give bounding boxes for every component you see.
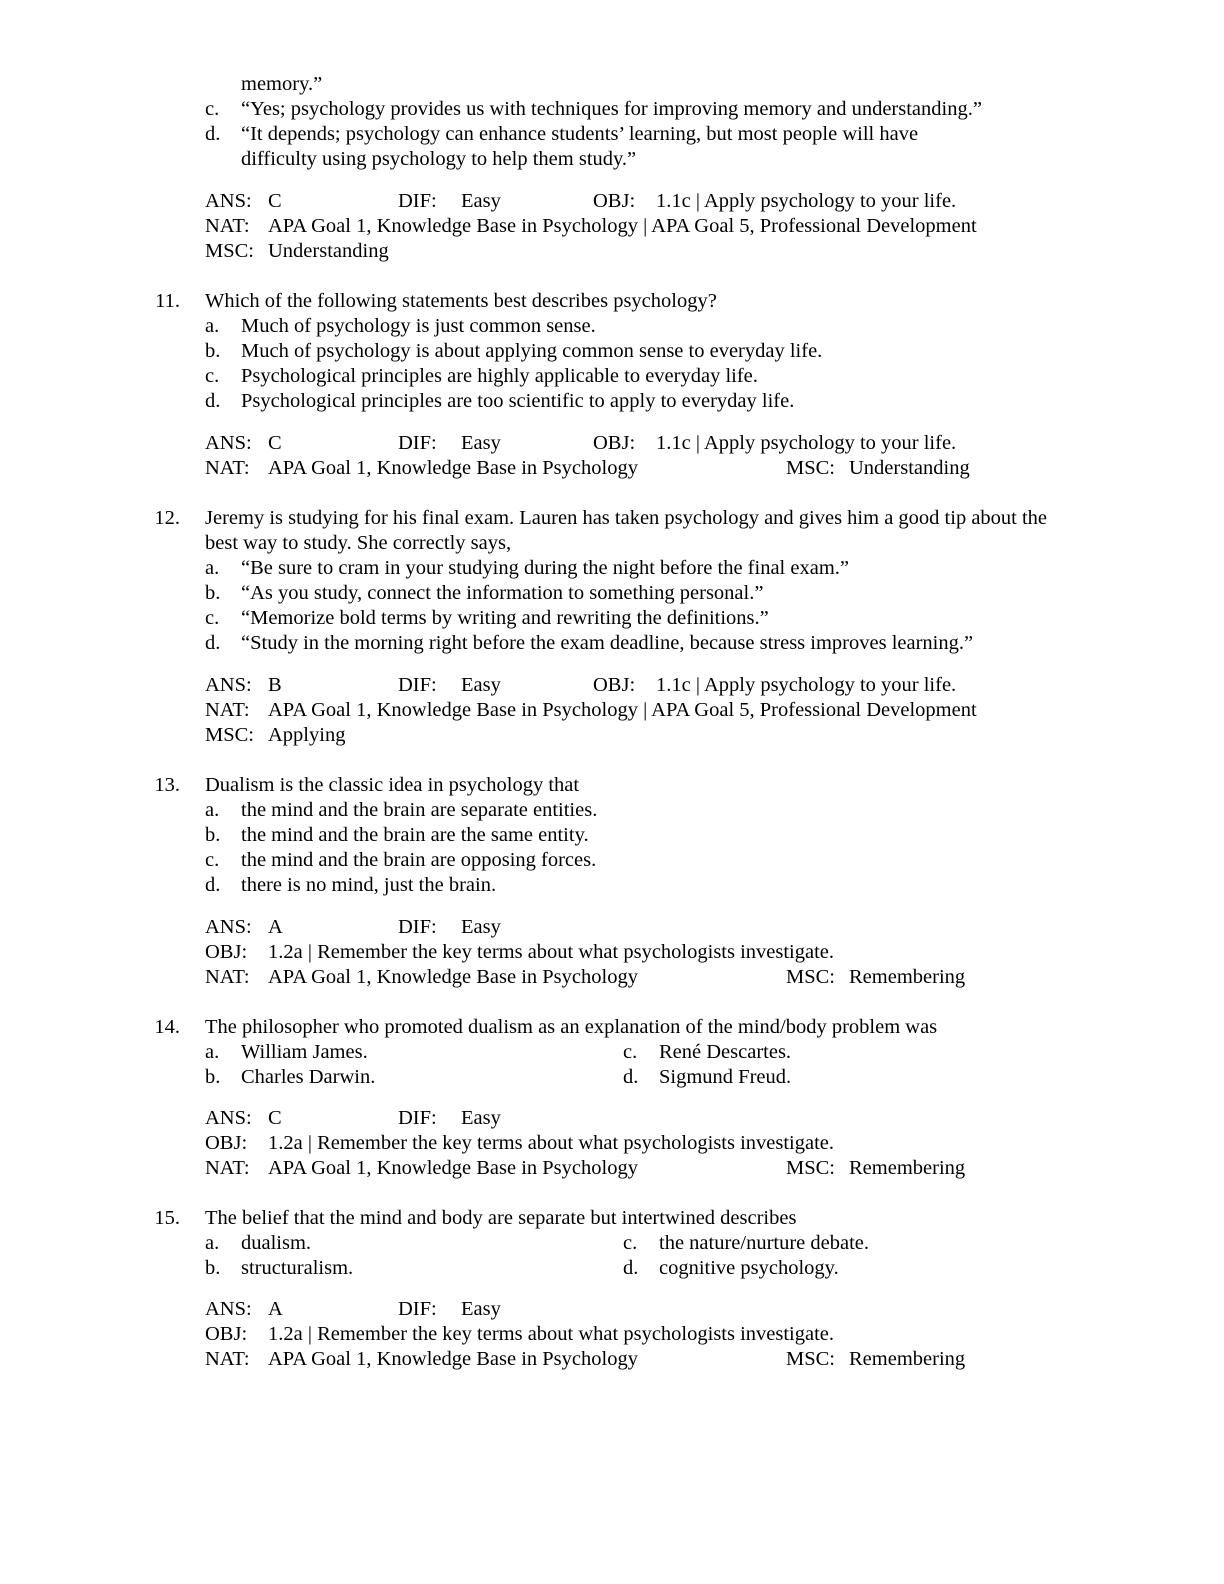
ans-value: C <box>268 432 282 454</box>
ans-value: B <box>268 674 282 696</box>
msc-label: MSC: <box>786 1157 835 1179</box>
obj-label: OBJ: <box>593 432 636 454</box>
option-text: dualism. <box>241 1232 312 1254</box>
nat-value: APA Goal 1, Knowledge Base in Psychology | APA Goal 5, Professional Development <box>268 215 977 237</box>
nat-value: APA Goal 1, Knowledge Base in Psychology <box>268 966 638 988</box>
ans-label: ANS: <box>205 916 252 938</box>
option-letter: c. <box>205 365 220 387</box>
nat-label: NAT: <box>205 966 250 988</box>
nat-label: NAT: <box>205 457 250 479</box>
option-letter: c. <box>205 607 220 629</box>
msc-value: Applying <box>268 724 346 746</box>
nat-label: NAT: <box>205 215 250 237</box>
option-text: the mind and the brain are opposing forces. <box>241 849 597 871</box>
option-text: “It depends; psychology can enhance students’ learning, but most people will have <box>241 123 919 145</box>
question-number: 13. <box>154 774 180 796</box>
option-letter: b. <box>205 824 221 846</box>
dif-label: DIF: <box>398 432 437 454</box>
dif-value: Easy <box>461 432 501 454</box>
option-letter: b. <box>205 1257 221 1279</box>
msc-value: Remembering <box>849 1348 966 1370</box>
nat-value: APA Goal 1, Knowledge Base in Psychology <box>268 457 638 479</box>
dif-label: DIF: <box>398 190 437 212</box>
ans-label: ANS: <box>205 1107 252 1129</box>
msc-value: Remembering <box>849 1157 966 1179</box>
ans-value: C <box>268 190 282 212</box>
option-text: the mind and the brain are the same entity. <box>241 824 589 846</box>
ans-value: A <box>268 916 283 938</box>
option-text: “As you study, connect the information to something personal.” <box>241 582 764 604</box>
question-number: 14. <box>154 1016 180 1038</box>
dif-value: Easy <box>461 190 501 212</box>
option-letter: c. <box>205 98 220 120</box>
dif-value: Easy <box>461 916 501 938</box>
option-text: “Memorize bold terms by writing and rewriting the definitions.” <box>241 607 769 629</box>
nat-label: NAT: <box>205 699 250 721</box>
question-stem: The philosopher who promoted dualism as an explanation of the mind/body problem was <box>205 1016 938 1038</box>
option-text: cognitive psychology. <box>659 1257 839 1279</box>
obj-value: 1.1c | Apply psychology to your life. <box>656 674 957 696</box>
option-letter: c. <box>623 1041 638 1063</box>
obj-label: OBJ: <box>593 190 636 212</box>
option-text: the nature/nurture debate. <box>659 1232 870 1254</box>
question-stem: Dualism is the classic idea in psychology that <box>205 774 580 796</box>
msc-label: MSC: <box>786 457 835 479</box>
obj-value: 1.1c | Apply psychology to your life. <box>656 432 957 454</box>
option-letter: b. <box>205 1066 221 1088</box>
option-letter: d. <box>205 123 221 145</box>
obj-label: OBJ: <box>593 674 636 696</box>
option-text: there is no mind, just the brain. <box>241 874 497 896</box>
msc-label: MSC: <box>205 724 254 746</box>
option-text: Much of psychology is just common sense. <box>241 315 596 337</box>
obj-value: 1.2a | Remember the key terms about what psychologists investigate. <box>268 1132 835 1154</box>
msc-value: Understanding <box>268 240 389 262</box>
nat-label: NAT: <box>205 1157 250 1179</box>
dif-value: Easy <box>461 674 501 696</box>
option-text: “Yes; psychology provides us with techniques for improving memory and understanding.” <box>241 98 982 120</box>
option-text-continued: difficulty using psychology to help them study.” <box>241 148 637 170</box>
question-stem: The belief that the mind and body are separate but intertwined describes <box>205 1207 797 1229</box>
option-letter: a. <box>205 557 220 579</box>
msc-value: Understanding <box>849 457 970 479</box>
option-text: René Descartes. <box>659 1041 792 1063</box>
ans-label: ANS: <box>205 674 252 696</box>
option-text: William James. <box>241 1041 368 1063</box>
question-number: 11. <box>155 290 180 312</box>
option-letter: a. <box>205 1232 220 1254</box>
option-letter: b. <box>205 340 221 362</box>
option-letter: d. <box>205 632 221 654</box>
dif-value: Easy <box>461 1298 501 1320</box>
ans-value: A <box>268 1298 283 1320</box>
dif-value: Easy <box>461 1107 501 1129</box>
msc-label: MSC: <box>786 966 835 988</box>
option-letter: a. <box>205 315 220 337</box>
option-text: the mind and the brain are separate entities. <box>241 799 598 821</box>
option-text: Much of psychology is about applying common sense to everyday life. <box>241 340 823 362</box>
option-text: Psychological principles are highly applicable to everyday life. <box>241 365 758 387</box>
ans-label: ANS: <box>205 190 252 212</box>
obj-value: 1.2a | Remember the key terms about what psychologists investigate. <box>268 1323 835 1345</box>
ans-value: C <box>268 1107 282 1129</box>
question-number: 15. <box>154 1207 180 1229</box>
question-stem-tail: memory.” <box>241 73 323 95</box>
msc-label: MSC: <box>205 240 254 262</box>
msc-value: Remembering <box>849 966 966 988</box>
option-text: structuralism. <box>241 1257 354 1279</box>
option-letter: a. <box>205 799 220 821</box>
option-text: “Be sure to cram in your studying during the night before the final exam.” <box>241 557 849 579</box>
question-stem: Which of the following statements best describes psychology? <box>205 290 717 312</box>
question-stem: Jeremy is studying for his final exam. Lauren has taken psychology and gives him a good tip about the <box>205 507 1048 529</box>
ans-label: ANS: <box>205 1298 252 1320</box>
option-letter: b. <box>205 582 221 604</box>
dif-label: DIF: <box>398 916 437 938</box>
option-text: Sigmund Freud. <box>659 1066 792 1088</box>
question-stem-continued: best way to study. She correctly says, <box>205 532 512 554</box>
nat-value: APA Goal 1, Knowledge Base in Psychology | APA Goal 5, Professional Development <box>268 699 977 721</box>
option-letter: d. <box>205 390 221 412</box>
option-text: Charles Darwin. <box>241 1066 376 1088</box>
nat-value: APA Goal 1, Knowledge Base in Psychology <box>268 1157 638 1179</box>
nat-value: APA Goal 1, Knowledge Base in Psychology <box>268 1348 638 1370</box>
option-letter: a. <box>205 1041 220 1063</box>
dif-label: DIF: <box>398 1298 437 1320</box>
dif-label: DIF: <box>398 674 437 696</box>
msc-label: MSC: <box>786 1348 835 1370</box>
dif-label: DIF: <box>398 1107 437 1129</box>
option-text: Psychological principles are too scientific to apply to everyday life. <box>241 390 795 412</box>
obj-value: 1.1c | Apply psychology to your life. <box>656 190 957 212</box>
obj-label: OBJ: <box>205 1132 248 1154</box>
nat-label: NAT: <box>205 1348 250 1370</box>
obj-label: OBJ: <box>205 1323 248 1345</box>
option-letter: d. <box>623 1257 639 1279</box>
option-text: “Study in the morning right before the exam deadline, because stress improves learning.” <box>241 632 974 654</box>
obj-value: 1.2a | Remember the key terms about what psychologists investigate. <box>268 941 835 963</box>
obj-label: OBJ: <box>205 941 248 963</box>
option-letter: d. <box>205 874 221 896</box>
option-letter: c. <box>205 849 220 871</box>
option-letter: d. <box>623 1066 639 1088</box>
question-number: 12. <box>154 507 180 529</box>
option-letter: c. <box>623 1232 638 1254</box>
ans-label: ANS: <box>205 432 252 454</box>
